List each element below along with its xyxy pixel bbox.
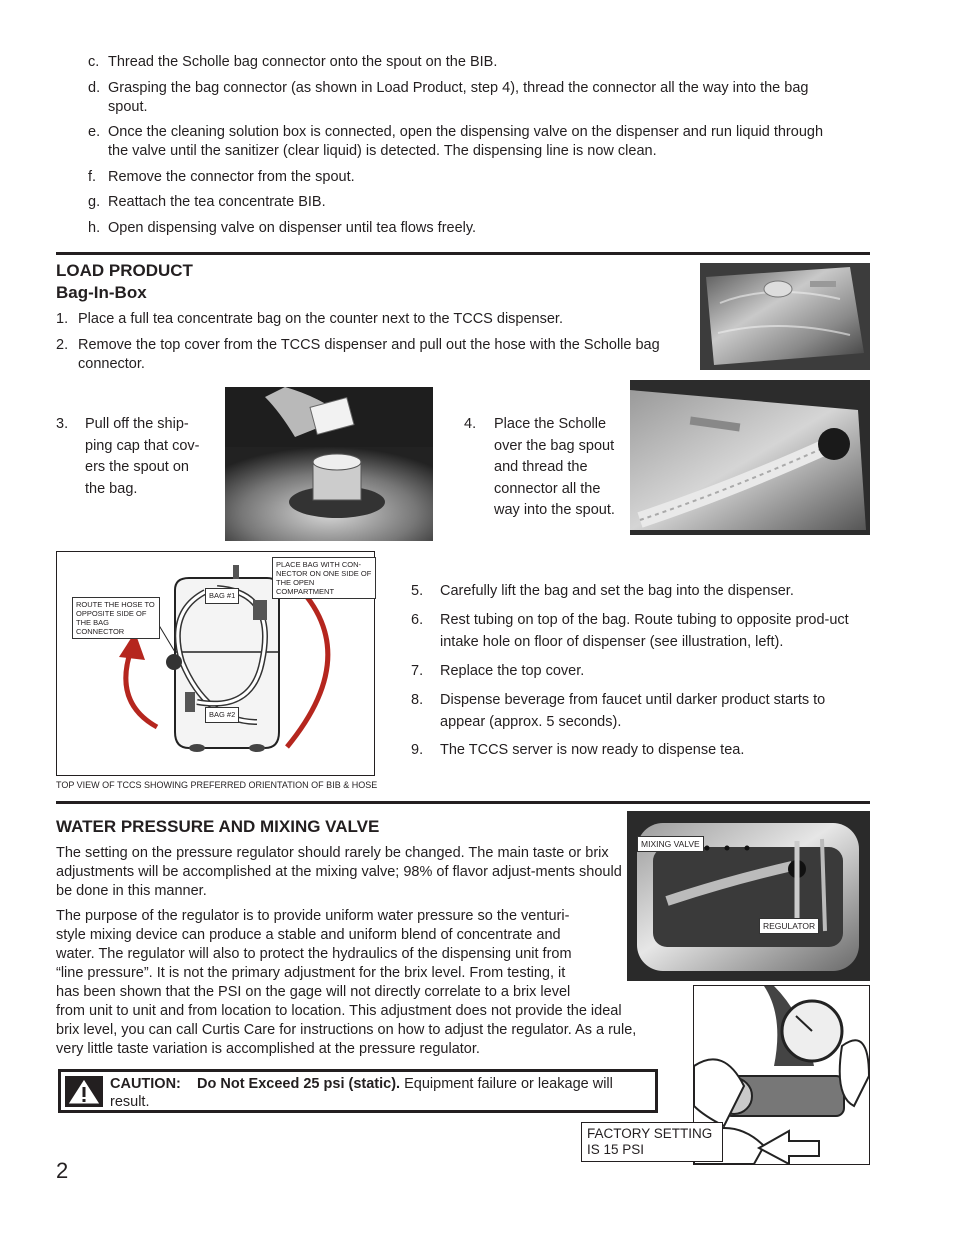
bag-photo bbox=[700, 263, 870, 370]
shipping-cap-photo bbox=[225, 387, 433, 541]
load-step-6: 6. Rest tubing on top of the bag. Route tubing to opposite prod-uct intake hole on floor of dispenser (see illustration, left). bbox=[411, 612, 849, 650]
load-step-3: 3. Pull off the ship-ping cap that cov-ers the spout on the bag. bbox=[56, 416, 200, 497]
load-step-4: 4. Place the Scholle over the bag spout and thread the connector all the way into the spout. bbox=[464, 416, 615, 518]
section-divider bbox=[56, 252, 870, 255]
page-number: 2 bbox=[56, 1158, 69, 1183]
factory-setting-callout: FACTORY SETTING IS 15 PSI bbox=[581, 1122, 723, 1162]
water-para-2: The purpose of the regulator is to provide uniform water pressure so the venturi- style mixing device can produce a stable and uniform blend of concentrate and water. The regulator will also to protect the hydraulics of the dispensing unit from “line pressure”. It is not the primary adjustment for the brix level. From testing, it has been shown that the PSI on the gage will not directly correlate to a brix level from unit to unit and from location to location. This adjustment does not provide the ideal brix level, you can call Curtis Care for instructions on how to adjust the regulator. As a rule, very little taste variation is accomplished at the pressure regulator. bbox=[56, 908, 637, 1057]
step-e: e. Once the cleaning solution box is connected, open the dispensing valve on the dispenser and run liquid through the valve until the sanitizer (clear liquid) is detected. The dispensing line is now clean. bbox=[88, 124, 824, 159]
load-step-2: 2. Remove the top cover from the TCCS dispenser and pull out the hose with the Scholle bag connector. bbox=[56, 337, 660, 372]
hose-routing-label: ROUTE THE HOSE TO OPPOSITE SIDE OF THE BAG CONNECTOR bbox=[72, 597, 160, 639]
load-step-8: 8. Dispense beverage from faucet until darker product starts to appear (approx. 5 seconds). bbox=[411, 692, 826, 730]
warning-icon bbox=[65, 1076, 103, 1107]
regulator-label: REGULATOR bbox=[759, 918, 819, 934]
step-d: d. Grasping the bag connector (as shown in Load Product, step 4), thread the connector all the way into the bag spout. bbox=[88, 80, 809, 115]
caution-text: CAUTION: Do Not Exceed 25 psi (static). Equipment failure or leakage will result. bbox=[110, 1076, 613, 1110]
water-pressure-heading: WATER PRESSURE AND MIXING VALVE bbox=[56, 817, 380, 836]
connector-placement-label: PLACE BAG WITH CON-NECTOR ON ONE SIDE OF THE OPEN COMPARTMENT bbox=[272, 557, 376, 599]
bag-in-box-subheading: Bag-In-Box bbox=[56, 283, 147, 302]
mixing-valve-photo bbox=[627, 811, 870, 981]
tccs-top-view-diagram bbox=[56, 551, 375, 776]
diagram-caption: TOP VIEW OF TCCS SHOWING PREFERRED ORIENTATION OF BIB & HOSE bbox=[56, 780, 378, 790]
load-product-heading: LOAD PRODUCT bbox=[56, 261, 193, 280]
section-divider bbox=[56, 801, 870, 804]
caution-box bbox=[58, 1069, 658, 1113]
bag-1-label: BAG #1 bbox=[205, 588, 239, 604]
bag-2-label: BAG #2 bbox=[205, 707, 239, 723]
mixing-valve-label: MIXING VALVE bbox=[637, 836, 704, 852]
water-para-1: The setting on the pressure regulator should rarely be changed. The main taste or brix adjustments will be accomplished at the mixing valve; 98% of flavor adjust-ments should be done in this manner. bbox=[56, 845, 622, 899]
scholle-connector-photo bbox=[630, 380, 870, 535]
